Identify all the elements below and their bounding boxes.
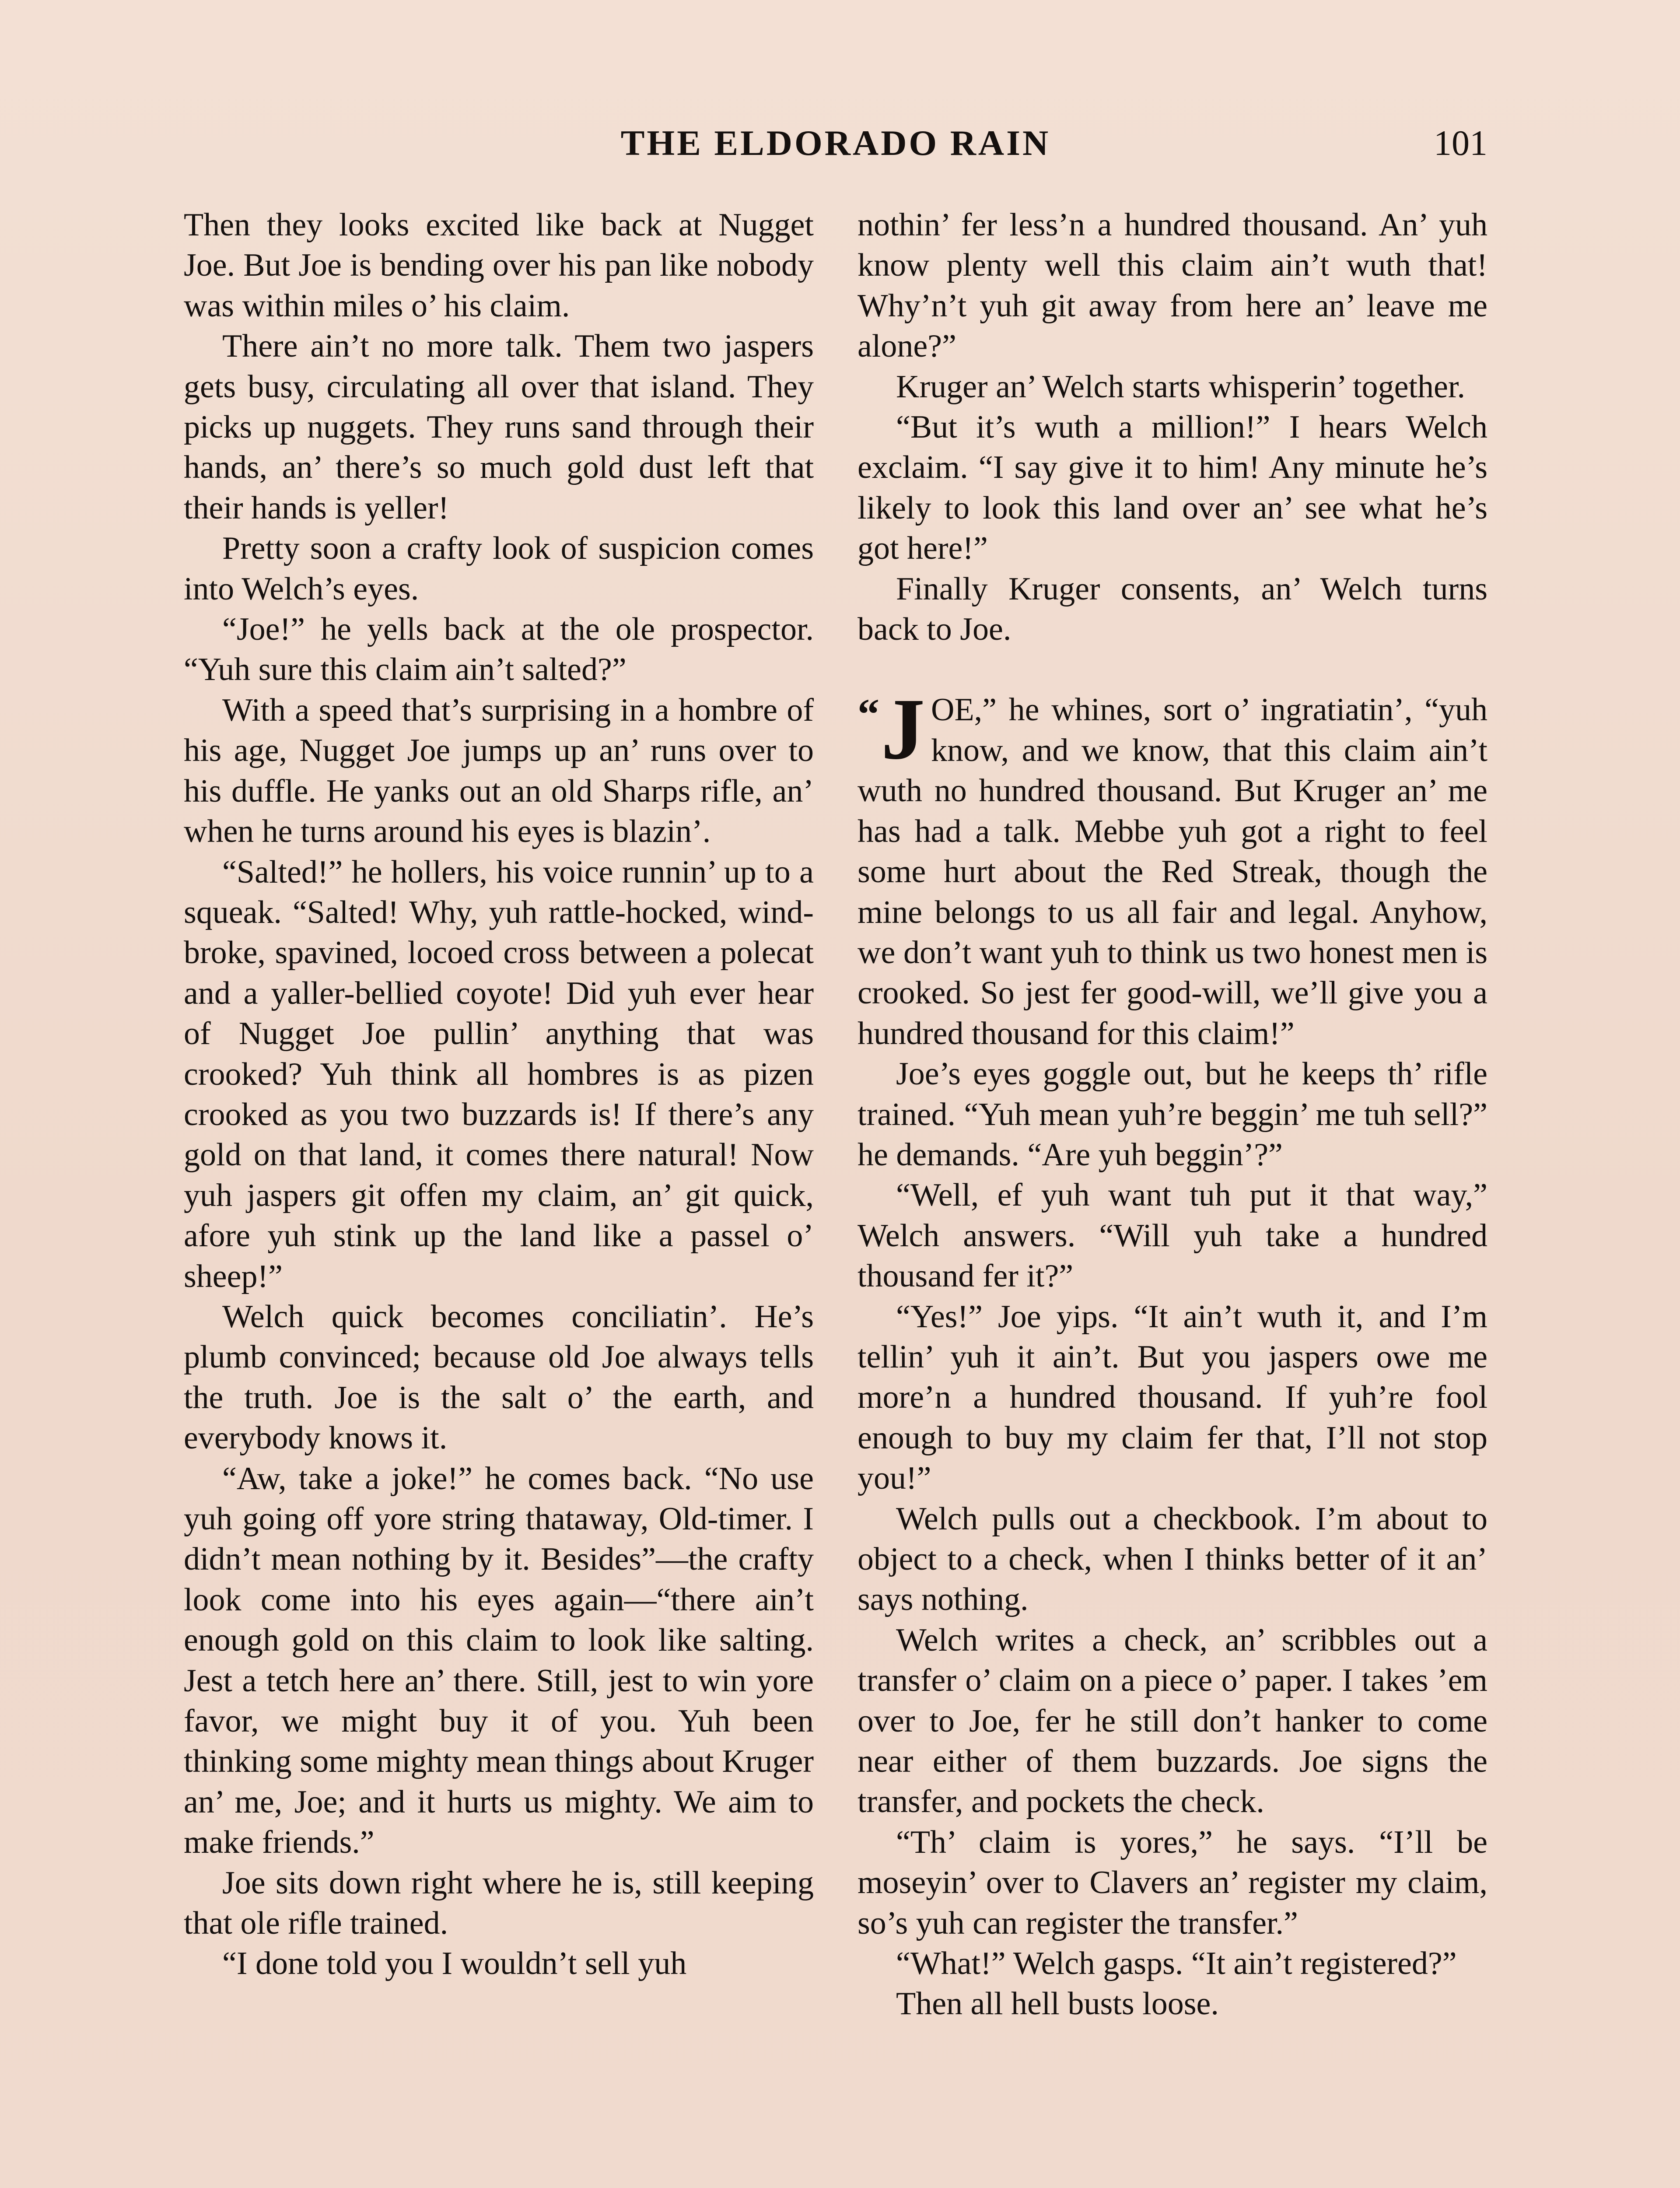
paragraph: “Salted!” he hollers, his voice runnin’ up to a squeak. “Salted! Why, yuh rattle-hocked, wind-broke, spavined, locoed cross between a polecat and a yaller-bellied coyote! Did yuh ever hear of Nugget Joe pullin’ anything that was crooked? Yuh think all hombres is as pizen crooked as you two buzzards is! If there’s any gold on that land, it comes there natural! Now yuh jaspers git offen my claim, an’ git quick, afore yuh stink up the land like a passel o’ sheep!” [184, 854, 814, 1294]
paragraph: Finally Kruger consents, an’ Welch turns back to Joe. [858, 571, 1488, 648]
page-number: 101 [1434, 123, 1488, 163]
paragraph: Then they looks excited like back at Nugget Joe. But Joe is bending over his pan like nobody was within miles o’ his claim. [184, 207, 814, 324]
paragraph: There ain’t no more talk. Them two jaspers gets busy, circulating all over that island. They picks up nuggets. They runs sand through their hands, an’ there’s so much gold dust left that their hands is yeller! [184, 328, 814, 526]
dropcap-paragraph [858, 681, 1488, 1054]
paragraph: Welch pulls out a checkbook. I’m about to object to a check, when I thinks better of it an’ says nothing. [858, 1501, 1488, 1618]
paragraph: Joe sits down right where he is, still keeping that ole rifle trained. [184, 1865, 814, 1942]
paragraph: “Well, ef yuh want tuh put it that way,” Welch answers. “Will yuh take a hundred thousand fer it?” [858, 1177, 1488, 1294]
paragraph: “Joe!” he yells back at the ole prospector. “Yuh sure this claim ain’t salted?” [184, 611, 814, 688]
paragraph: “I done told you I wouldn’t sell yuh [222, 1946, 687, 1982]
dropcap-paragraph-text: OE,” he whines, sort o’ ingratiatin’, “yuh know, and we know, that this claim ain’t wuth no hundred thousand. But Kruger an’ me has had a talk. Mebbe yuh got a right to feel some hurt about the Red Streak, though the mine belongs to us all fair and legal. Anyhow, we don’t want yuh to think us two honest men is crooked. So jest fer good-will, we’ll give you a hundred thousand for this claim!” [858, 692, 1488, 1052]
paragraph: “Th’ claim is yores,” he says. “I’ll be moseyin’ over to Clavers an’ register my claim, so’s yuh can register the transfer.” [858, 1824, 1488, 1941]
paragraph: “What!” Welch gasps. “It ain’t registered?” [896, 1946, 1457, 1982]
dropcap-quote-mark: “ [858, 690, 879, 739]
dropcap-letter: J [881, 681, 925, 778]
paragraph: Welch writes a check, an’ scribbles out a transfer o’ claim on a piece o’ paper. I takes ’em over to Joe, fer he still don’t hanker to come near either of them buzzards. Joe signs the transfer, and pockets the check. [858, 1622, 1488, 1820]
paragraph: “But it’s wuth a million!” I hears Welch exclaim. “I say give it to him! Any minute he’s likely to look this land over an’ see what he’s got here!” [858, 409, 1488, 567]
dropcap [858, 681, 925, 778]
paragraph: “Aw, take a joke!” he comes back. “No use yuh going off yore string thataway, Old-timer. I didn’t mean nothing by it. Besides”—the crafty look come into his eyes again—“there ain’t enough gold on this claim to look like salting. Jest a tetch here an’ there. Still, jest to win yore favor, we might buy it of you. Yuh been thinking some mighty mean things about Kruger an’ me, Joe; and it hurts us mighty. We aim to make friends.” [184, 1460, 814, 1861]
paragraph: Kruger an’ Welch starts whisperin’ together. [896, 368, 1465, 405]
paragraph: With a speed that’s surprising in a hombre of his age, Nugget Joe jumps up an’ runs over to his duffle. He yanks out an old Sharps rifle, an’ when he turns around his eyes is blazin’. [184, 692, 814, 850]
paragraph: “Yes!” Joe yips. “It ain’t wuth it, and I’m tellin’ yuh it ain’t. But you jaspers owe me more’n a hundred thousand. If yuh’re fool enough to buy my claim fer that, I’ll not stop you!” [858, 1298, 1488, 1497]
running-title: THE ELDORADO RAIN [620, 123, 1051, 163]
running-header [184, 119, 1488, 167]
paragraph: Pretty soon a crafty look of suspicion comes into Welch’s eyes. [184, 530, 814, 607]
paragraph: nothin’ fer less’n a hundred thousand. An’ yuh know plenty well this claim ain’t wuth that! Why’n’t yuh git away from here an’ leave me alone?” [858, 207, 1488, 365]
right-text-column [858, 205, 1488, 2024]
paragraph: Welch quick becomes conciliatin’. He’s plumb convinced; because old Joe always tells the truth. Joe is the salt o’ the earth, and everybody knows it. [184, 1298, 814, 1456]
paragraph: Then all hell busts loose. [896, 1986, 1219, 2022]
paragraph: Joe’s eyes goggle out, but he keeps th’ rifle trained. “Yuh mean yuh’re beggin’ me tuh sell?” he demands. “Are yuh beggin’?” [858, 1056, 1488, 1173]
left-text-column [184, 205, 814, 1984]
